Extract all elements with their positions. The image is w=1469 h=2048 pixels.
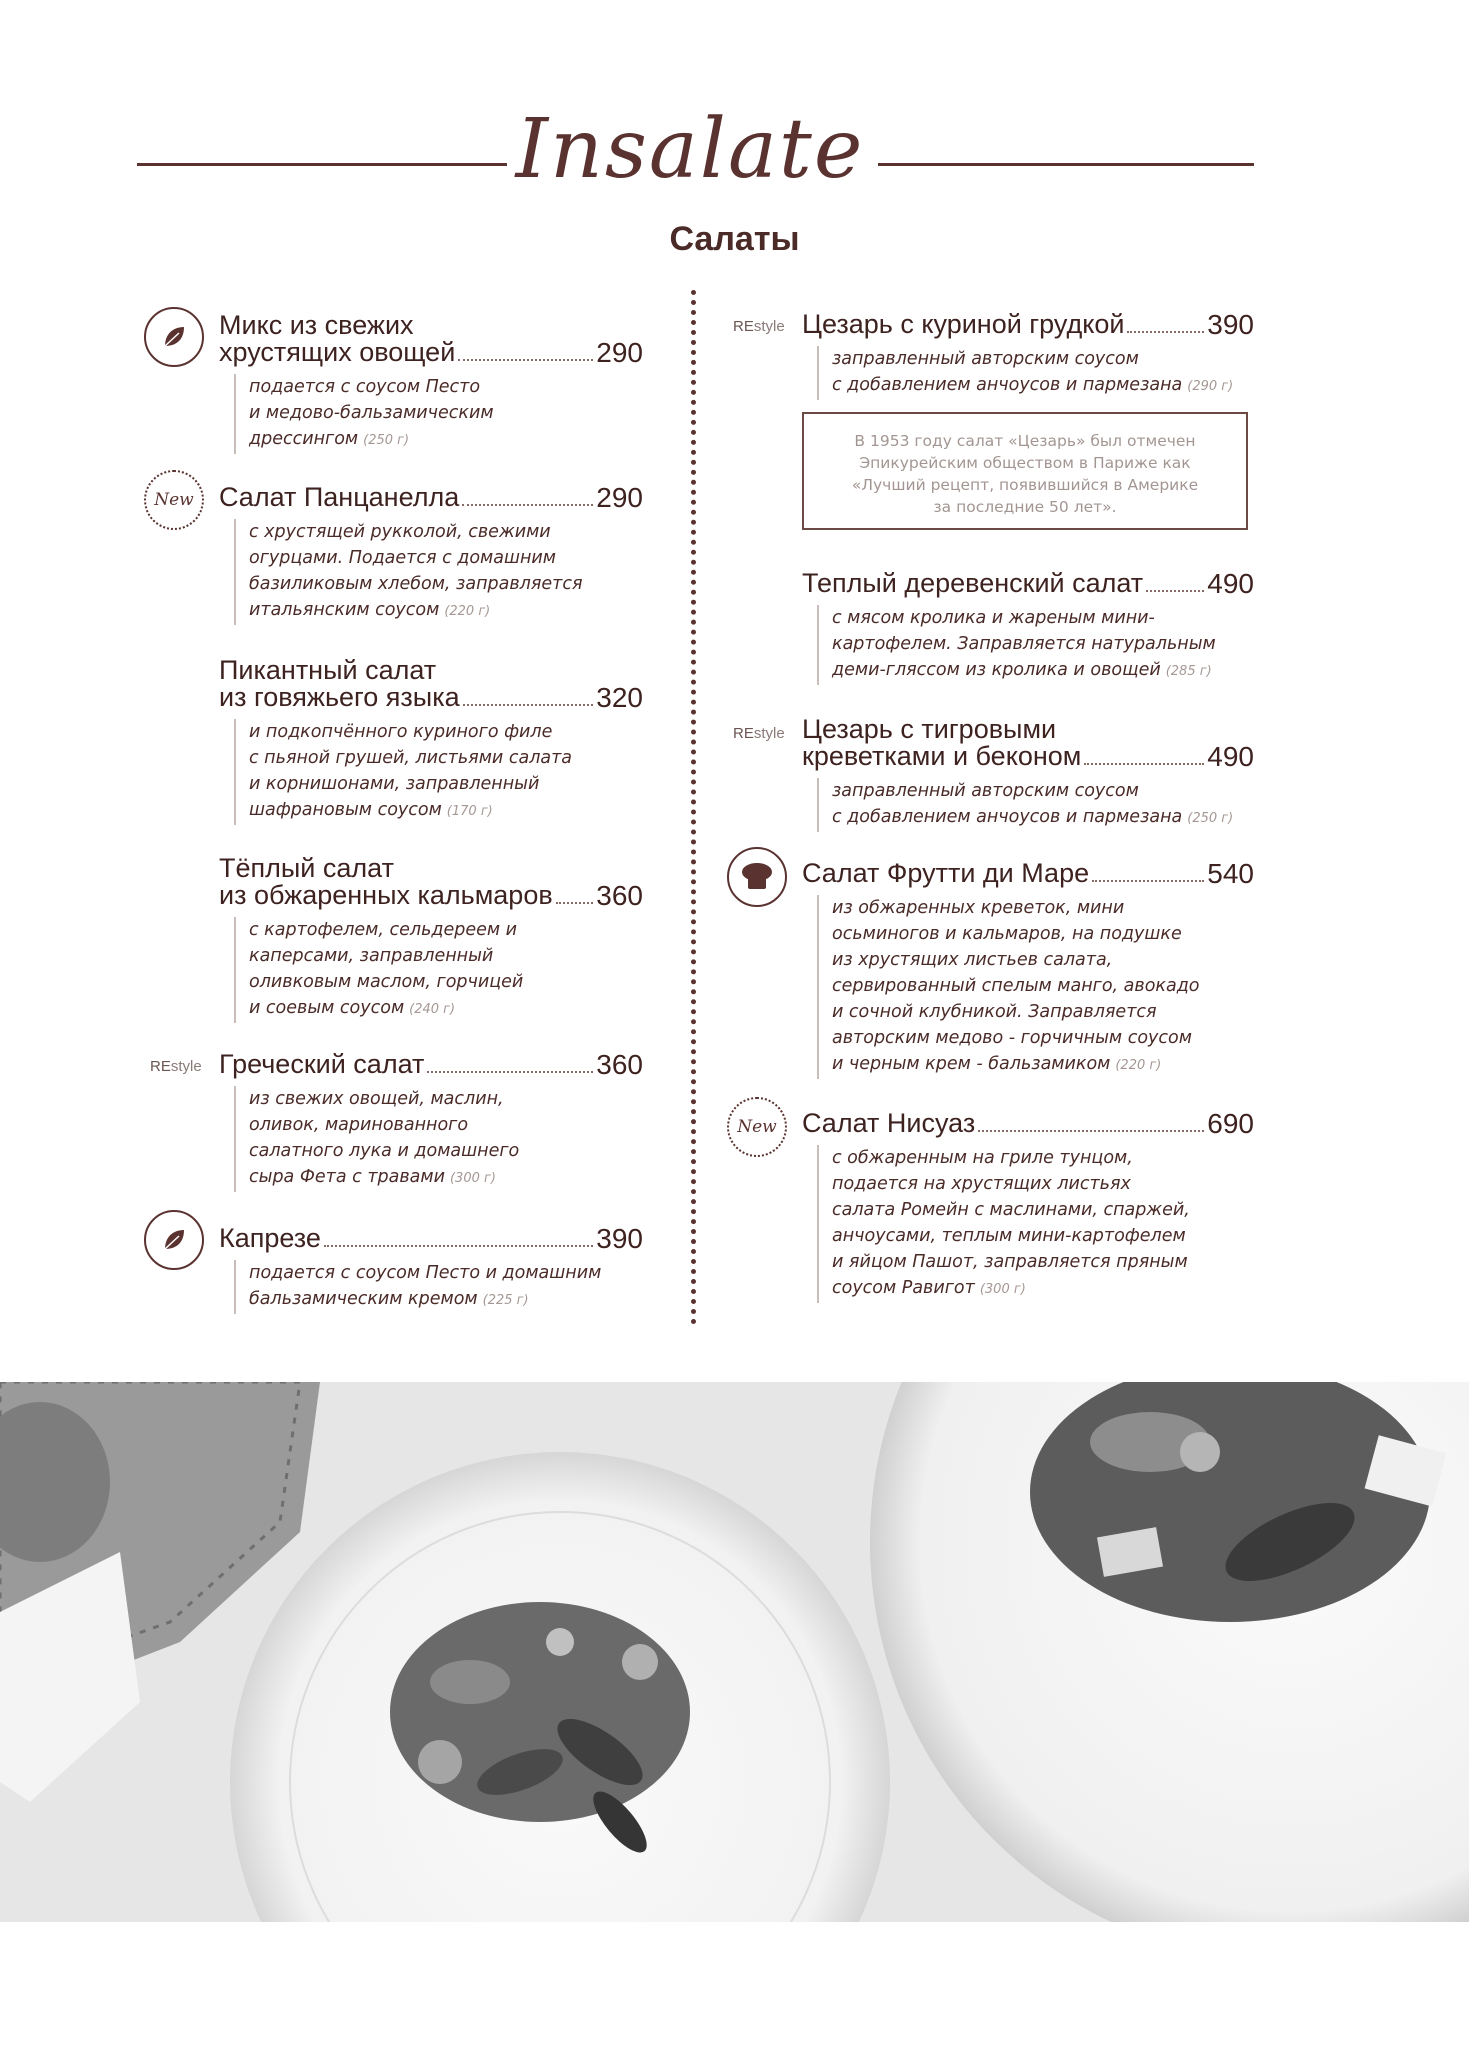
item-description: с обжаренным на гриле тунцом, подается на хрустящих листьях салата Ромейн с маслинами, спаржей, анчоусами, теплым мини-картофелем и яйцом Пашот, заправляется пряным соусом Равигот (300 г) [817,1145,1254,1303]
item-price: 490 [1207,568,1254,599]
item-name: Цезарь с тигровыми креветками и беконом [802,714,1082,771]
menu-item [219,1225,643,1314]
restyle-badge: REstyle [733,725,785,742]
item-price: 390 [1207,309,1254,340]
menu-item [219,312,643,454]
item-weight: (300 г) [449,1171,496,1186]
header-rule-right [878,163,1254,166]
leader-dots [463,704,594,706]
item-name: Салат Панцанелла [219,482,460,512]
item-price: 320 [596,682,643,713]
item-price: 360 [596,880,643,911]
item-weight: (220 г) [1115,1058,1162,1073]
item-weight: (285 г) [1165,664,1212,679]
salad-photo [0,1382,1469,1922]
item-description: заправленный авторским соусом с добавлением анчоусов и пармезана (250 г) [817,778,1254,832]
item-name: Микс из свежих хрустящих овощей [219,310,456,367]
item-name: Тёплый салат из обжаренных кальмаров [219,853,553,910]
leader-dots [1084,763,1204,765]
menu-item [219,657,643,825]
item-weight: (250 г) [1187,811,1234,826]
page-header [0,95,1469,235]
leader-dots [427,1071,593,1073]
leader-dots [458,359,593,361]
leader-dots [1092,880,1204,882]
leader-dots [324,1245,593,1247]
leader-dots [1127,331,1204,333]
menu-item [802,716,1254,832]
item-description: заправленный авторским соусом с добавлением анчоусов и пармезана (290 г) [817,346,1254,400]
menu-item [802,1110,1254,1303]
item-price: 290 [596,337,643,368]
chef-hat-icon [727,847,787,907]
item-weight: (225 г) [482,1293,529,1308]
script-title: Insalate [515,102,865,197]
item-name: Пикантный салат из говяжьего языка [219,655,460,712]
item-weight: (290 г) [1187,379,1234,394]
leader-dots [978,1130,1204,1132]
header-rule-left [137,163,507,166]
item-name: Теплый деревенский салат [802,568,1144,598]
item-weight: (170 г) [446,804,493,819]
caesar-history-note: В 1953 году салат «Цезарь» был отмечен Эпикурейским обществом в Париже как «Лучший рецепт, появившийся в Америке за последние 50 лет». [802,412,1248,530]
item-name: Греческий салат [219,1049,425,1079]
item-price: 690 [1207,1108,1254,1139]
leaf-icon [144,1210,204,1270]
menu-item [219,484,643,625]
leader-dots [462,504,593,506]
new-badge-icon: New [727,1097,787,1157]
menu-item [802,570,1254,685]
item-description: из свежих овощей, маслин, оливок, маринованного салатного лука и домашнего сыра Фета с травами (300 г) [234,1086,643,1192]
item-name: Салат Фрутти ди Маре [802,858,1090,888]
menu-item [219,1051,643,1192]
item-price: 290 [596,482,643,513]
item-description: с хрустящей рукколой, свежими огурцами. Подается с домашним базиликовым хлебом, заправляется итальянским соусом (220 г) [234,519,643,625]
item-description: из обжаренных креветок, мини осьминогов и кальмаров, на подушке из хрустящих листьев салата, сервированный спелым манго, авокадо и сочной клубникой. Заправляется авторским медово - горчичным соусом и черным крем - бальзамиком (220 г) [817,895,1254,1079]
item-description: с картофелем, сельдереем и каперсами, заправленный оливковым маслом, горчицей и соевым соусом (240 г) [234,917,643,1023]
item-weight: (240 г) [409,1002,456,1017]
item-description: подается с соусом Песто и медово-бальзамическим дрессингом (250 г) [234,374,643,454]
restyle-badge: REstyle [150,1058,202,1075]
item-price: 540 [1207,858,1254,889]
page-title: Салаты [669,220,800,258]
item-name: Капрезе [219,1223,321,1253]
item-description: и подкопчённого куриного филе с пьяной грушей, листьями салата и корнишонами, заправленный шафрановым соусом (170 г) [234,719,643,825]
leaf-icon [144,307,204,367]
item-description: подается с соусом Песто и домашним бальзамическим кремом (225 г) [234,1260,643,1314]
menu-item [802,860,1254,1079]
item-name: Салат Нисуаз [802,1108,976,1138]
restyle-badge: REstyle [733,318,785,335]
item-price: 490 [1207,741,1254,772]
new-badge-icon: New [144,470,204,530]
item-price: 390 [596,1223,643,1254]
menu-item [802,311,1254,400]
item-price: 360 [596,1049,643,1080]
column-divider [691,290,696,1325]
leader-dots [556,902,594,904]
item-name: Цезарь с куриной грудкой [802,309,1125,339]
leader-dots [1146,590,1204,592]
item-description: с мясом кролика и жареным мини- картофелем. Заправляется натуральным деми-гляссом из кролика и овощей (285 г) [817,605,1254,685]
item-weight: (250 г) [363,433,410,448]
item-weight: (220 г) [444,604,491,619]
menu-item [219,855,643,1023]
item-weight: (300 г) [979,1282,1026,1297]
